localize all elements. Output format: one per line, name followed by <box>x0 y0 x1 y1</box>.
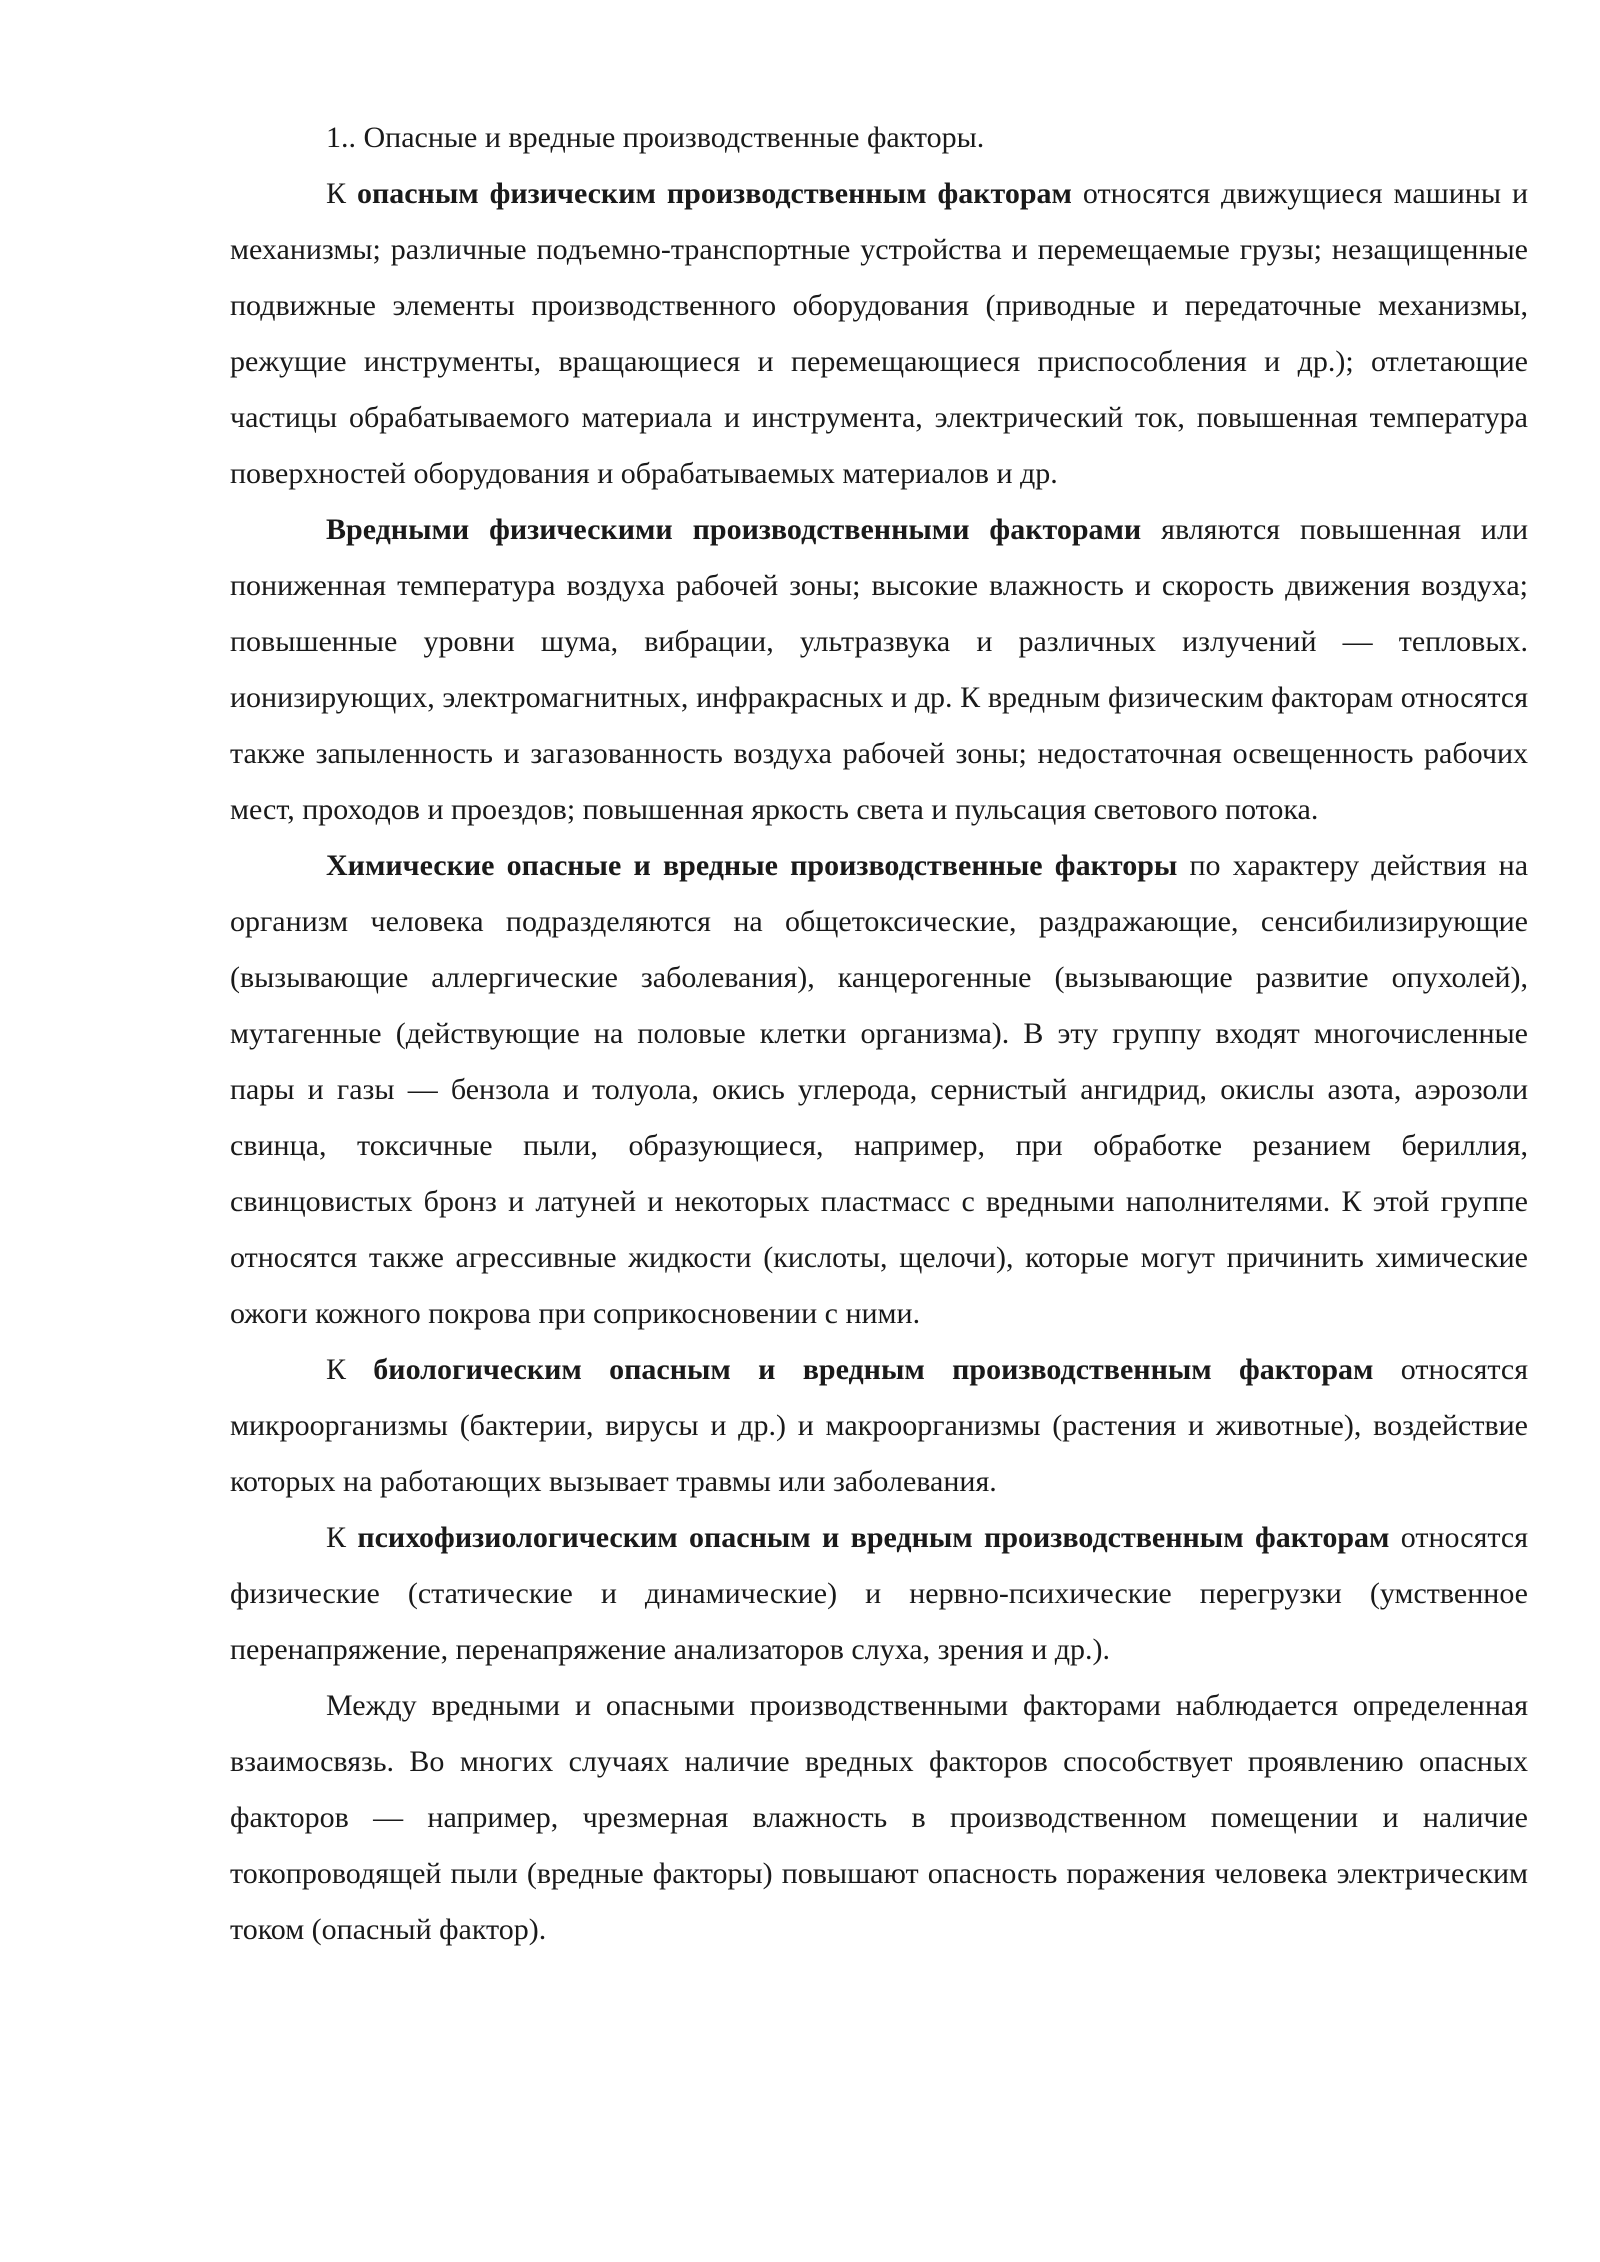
paragraph-text: Между вредными и опасными производственными факторами наблюдается определенная взаимосвязь. Во многих случаях наличие вредных факторов способствует проявлению опасных факторов — например, чрезмерная влажность в производственном помещении и наличие токопроводящей пыли (вредные факторы) повышают опасность поражения человека электрическим током (опасный фактор). <box>230 1689 1528 1946</box>
paragraph-biological <box>230 1342 1528 1510</box>
paragraph-term: опасным физическим производственным факторам <box>356 177 1072 210</box>
paragraph-text: относятся движущиеся машины и механизмы; различные подъемно-транспортные устройства и перемещаемые грузы; незащищенные подвижные элементы производственного оборудования (приводные и передаточные механизмы, режущие инструменты, вращающиеся и перемещающиеся приспособления и др.); отлетающие частицы обрабатываемого материала и инструмента, электрический ток, повышенная температура поверхностей оборудования и обрабатываемых материалов и др. <box>230 177 1528 490</box>
paragraph-text: по характеру действия на организм человека подразделяются на общетоксические, раздражающие, сенсибилизирующие (вызывающие аллергические заболевания), канцерогенные (вызывающие развитие опухолей), мутагенные (действующие на половые клетки организма). В эту группу входят многочисленные пары и газы — бензола и толуола, окись углерода, сернистый ангидрид, окислы азота, аэрозоли свинца, токсичные пыли, образующиеся, например, при обработке резанием бериллия, свинцовистых бронз и латуней и некоторых пластмасс с вредными наполнителями. К этой группе относятся также агрессивные жидкости (кислоты, щелочи), которые могут причинить химические ожоги кожного покрова при соприкосновении с ними. <box>230 849 1529 1330</box>
paragraph-interrelation <box>230 1678 1528 1958</box>
document-body <box>230 110 1528 1958</box>
paragraph-physical-hazards <box>230 166 1528 502</box>
paragraph-term: Химические опасные и вредные производственные факторы <box>326 849 1178 882</box>
paragraph-psychophysiological <box>230 1510 1528 1678</box>
paragraph-text: относятся физические (статические и динамические) и нервно-психические перегрузки (умственное перенапряжение, перенапряжение анализаторов слуха, зрения и др.). <box>230 1521 1528 1666</box>
paragraph-chemical <box>230 838 1528 1342</box>
paragraph-prefix: К <box>326 177 357 210</box>
paragraph-term: биологическим опасным и вредным производственным факторам <box>373 1353 1374 1386</box>
section-heading: 1.. Опасные и вредные производственные факторы. <box>326 121 985 154</box>
paragraph-term: психофизиологическим опасным и вредным производственным факторам <box>357 1521 1390 1554</box>
paragraph-prefix: К <box>326 1521 358 1554</box>
paragraph-term: Вредными физическими производственными факторами <box>326 513 1142 546</box>
paragraph-harmful-physical <box>230 502 1528 838</box>
paragraph-prefix: К <box>326 1353 374 1386</box>
paragraph-text: являются повышенная или пониженная температура воздуха рабочей зоны; высокие влажность и скорость движения воздуха; повышенные уровни шума, вибрации, ультразвука и различных излучений — тепловых. ионизирующих, электромагнитных, инфракрасных и др. К вредным физическим факторам относятся также запыленность и загазованность воздуха рабочей зоны; недостаточная освещенность рабочих мест, проходов и проездов; повышенная яркость света и пульсация светового потока. <box>230 513 1529 826</box>
paragraph-text: относятся микроорганизмы (бактерии, вирусы и др.) и макроорганизмы (растения и животные), воздействие которых на работающих вызывает травмы или заболевания. <box>230 1353 1528 1498</box>
